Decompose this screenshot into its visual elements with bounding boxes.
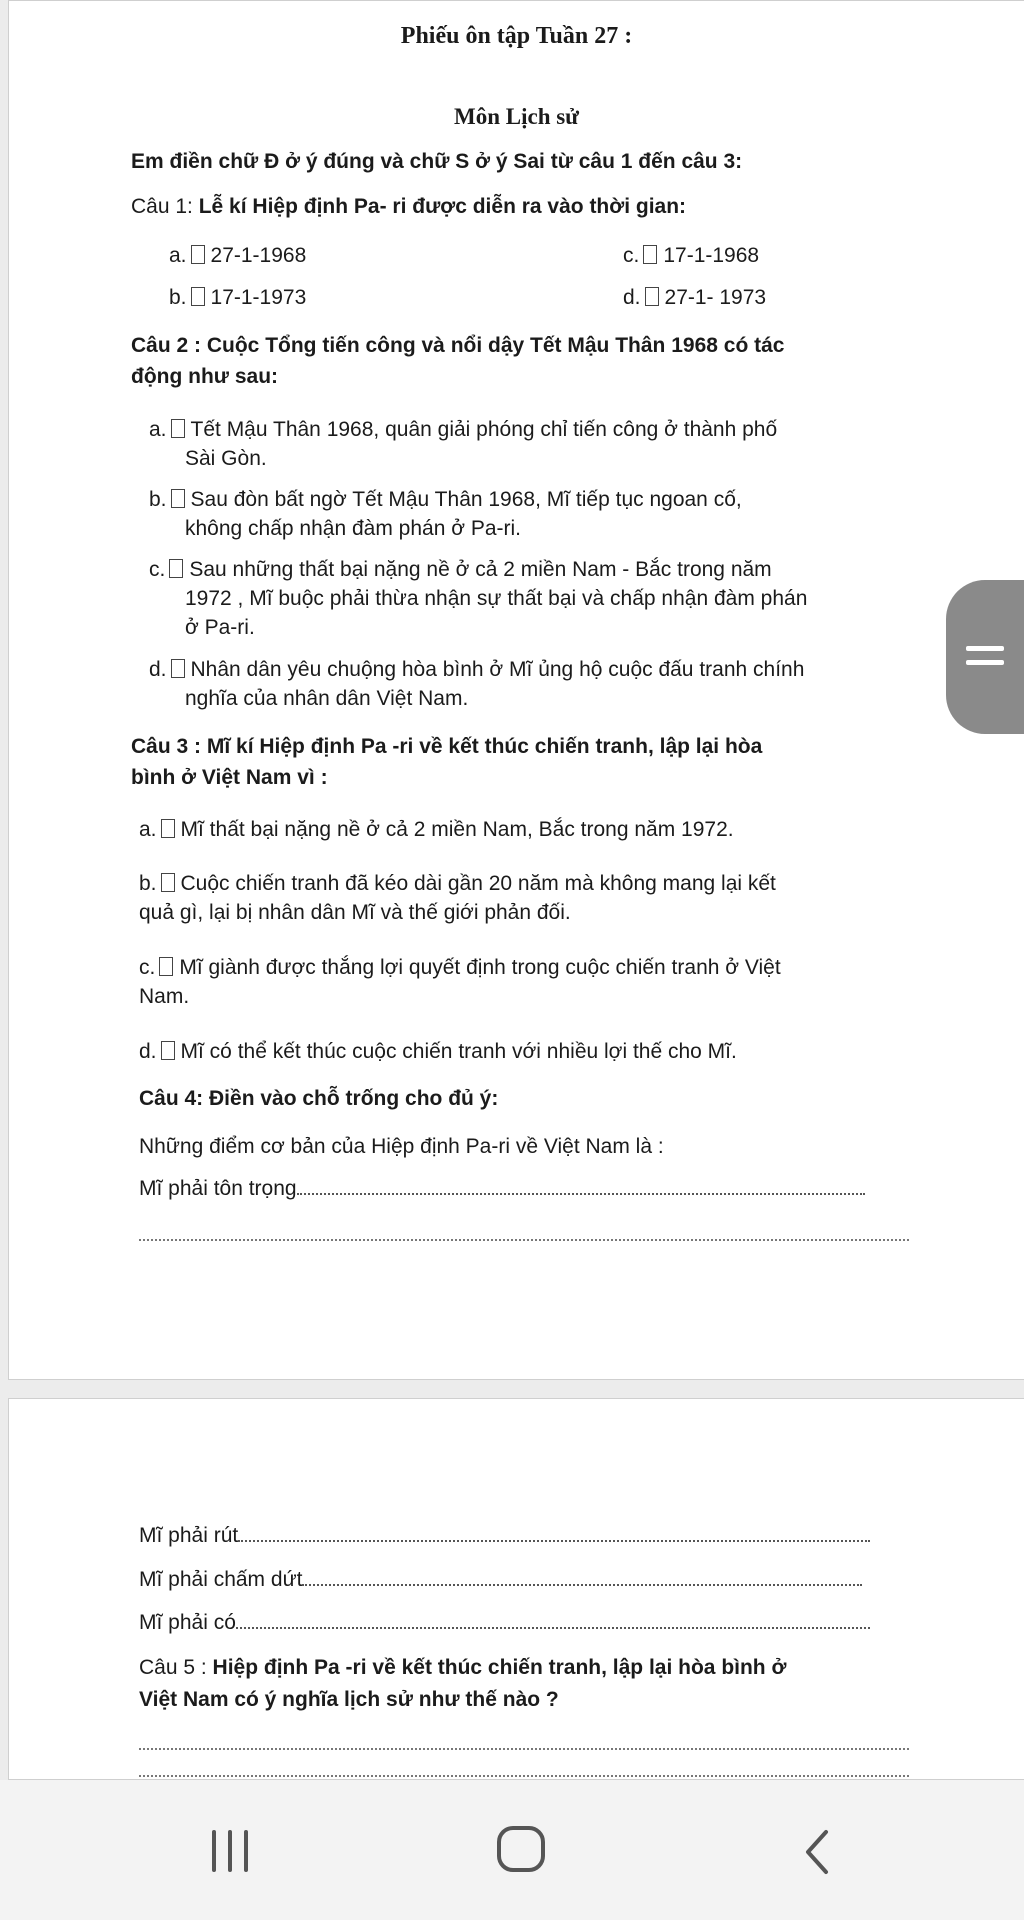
grip-line: [966, 646, 1004, 651]
checkbox[interactable]: [191, 245, 205, 264]
q3-option-b[interactable]: [139, 869, 929, 927]
fill-blank[interactable]: [297, 1192, 865, 1195]
q2-question-line1: [131, 331, 784, 360]
option-letter: b.: [169, 286, 187, 309]
checkbox[interactable]: [171, 419, 185, 438]
option-text: Tết Mậu Thân 1968, quân giải phóng chỉ tiến công ở thành phố: [190, 418, 778, 441]
option-text-cont: không chấp nhận đàm phán ở Pa-ri.: [185, 517, 521, 540]
q3-text: Mĩ kí Hiệp định Pa -ri về kết thúc chiến tranh, lập lại hòa: [206, 735, 763, 758]
option-letter: b.: [139, 872, 157, 895]
q1-option-b[interactable]: [169, 286, 306, 310]
q4-title: Câu 4: Điền vào chỗ trống cho đủ ý:: [139, 1087, 499, 1110]
fill-blank[interactable]: [238, 1539, 870, 1542]
checkbox[interactable]: [169, 559, 183, 578]
doc-title: Phiếu ôn tập Tuần 27 :: [400, 23, 633, 49]
option-text: Sau những thất bại nặng nề ở cả 2 miền Nam - Bắc trong năm: [189, 558, 772, 581]
fill-label: Mĩ phải tôn trọng: [139, 1177, 297, 1200]
option-letter: a.: [149, 418, 167, 441]
option-text: Sau đòn bất ngờ Tết Mậu Thân 1968, Mĩ tiếp tục ngoan cố,: [190, 488, 742, 511]
option-letter: b.: [149, 488, 167, 511]
option-text-cont: Nam.: [139, 985, 190, 1008]
q4-line1: [139, 1174, 865, 1203]
q2-option-a[interactable]: [149, 415, 929, 473]
option-text: Mĩ thất bại nặng nề ở cả 2 miền Nam, Bắc trong năm 1972.: [180, 818, 734, 841]
q5-question-line1: [139, 1653, 786, 1682]
q3-option-a[interactable]: [139, 815, 929, 844]
system-navigation-bar: [0, 1780, 1024, 1920]
doc-subject: Môn Lịch sử: [454, 104, 579, 129]
checkbox[interactable]: [161, 819, 175, 838]
q4-line2: [139, 1521, 870, 1550]
q2-question-line2: động như sau:: [131, 365, 279, 388]
fill-blank[interactable]: [302, 1583, 862, 1586]
q3-question-line2: bình ở Việt Nam vì :: [131, 766, 328, 789]
checkbox[interactable]: [645, 287, 659, 306]
option-text: 17-1-1968: [663, 244, 760, 267]
q2-option-c[interactable]: [149, 555, 929, 642]
recent-apps-icon[interactable]: [210, 1830, 250, 1872]
fill-blank-line[interactable]: [139, 1239, 909, 1241]
checkbox[interactable]: [171, 659, 185, 678]
answer-line[interactable]: [139, 1775, 909, 1777]
option-text-cont: Sài Gòn.: [185, 447, 267, 470]
fill-label: Mĩ phải có: [139, 1611, 236, 1634]
q1-prefix: Câu 1:: [131, 195, 199, 218]
checkbox[interactable]: [171, 489, 185, 508]
checkbox[interactable]: [643, 245, 657, 264]
q1-text: Lễ kí Hiệp định Pa- ri được diễn ra vào thời gian:: [198, 195, 687, 218]
q3-option-c[interactable]: [139, 953, 929, 1011]
q2-option-d[interactable]: [149, 655, 929, 713]
option-text: 17-1-1973: [210, 286, 307, 309]
option-text-cont: 1972 , Mĩ buộc phải thừa nhận sự thất bại và chấp nhận đàm phán: [185, 587, 808, 610]
q2-prefix: Câu 2 :: [131, 334, 207, 357]
fill-label: Mĩ phải rút: [139, 1524, 239, 1547]
q3-question-line1: [131, 732, 762, 761]
grip-line: [966, 660, 1004, 665]
q3-prefix: Câu 3 :: [131, 735, 207, 758]
answer-line[interactable]: [139, 1748, 909, 1750]
option-letter: c.: [623, 244, 640, 267]
fast-scroll-handle[interactable]: [946, 580, 1024, 734]
q4-intro: Những điểm cơ bản của Hiệp định Pa-ri về Việt Nam là :: [139, 1135, 664, 1158]
q5-text: Hiệp định Pa -ri về kết thúc chiến tranh, lập lại hòa bình ở: [212, 1656, 787, 1679]
q5-question-line2: Việt Nam có ý nghĩa lịch sử như thế nào ?: [139, 1688, 559, 1711]
document-page-1: [8, 0, 1024, 1380]
option-text: Mĩ có thể kết thúc cuộc chiến tranh với nhiều lợi thế cho Mĩ.: [180, 1040, 737, 1063]
option-letter: c.: [149, 558, 166, 581]
option-letter: a.: [169, 244, 187, 267]
option-letter: d.: [149, 658, 167, 681]
document-page-2: [8, 1398, 1024, 1780]
option-text-cont: quả gì, lại bị nhân dân Mĩ và thế giới phản đối.: [139, 901, 571, 924]
fill-blank[interactable]: [236, 1626, 870, 1629]
checkbox[interactable]: [161, 873, 175, 892]
q5-prefix: Câu 5 :: [139, 1656, 213, 1679]
q2-text: Cuộc Tổng tiến công và nổi dậy Tết Mậu Thân 1968 có tác: [206, 334, 785, 357]
option-letter: a.: [139, 818, 157, 841]
q1-option-c[interactable]: [623, 244, 759, 268]
option-letter: d.: [139, 1040, 157, 1063]
q3-option-d[interactable]: [139, 1037, 929, 1066]
checkbox[interactable]: [161, 1041, 175, 1060]
checkbox[interactable]: [159, 957, 173, 976]
instruction: Em điền chữ Đ ở ý đúng và chữ S ở ý Sai từ câu 1 đến câu 3:: [131, 150, 743, 173]
option-letter: c.: [139, 956, 156, 979]
q2-option-b[interactable]: [149, 485, 929, 543]
q4-line4: [139, 1608, 870, 1637]
q1-option-d[interactable]: [623, 286, 766, 310]
back-icon[interactable]: [800, 1826, 840, 1878]
fill-label: Mĩ phải chấm dứt: [139, 1568, 303, 1591]
option-letter: d.: [623, 286, 641, 309]
option-text: Nhân dân yêu chuộng hòa bình ở Mĩ ủng hộ cuộc đấu tranh chính: [190, 658, 805, 681]
checkbox[interactable]: [191, 287, 205, 306]
option-text: Cuộc chiến tranh đã kéo dài gần 20 năm mà không mang lại kết: [180, 872, 776, 895]
q4-line3: [139, 1565, 862, 1594]
q1-question: [131, 192, 686, 221]
home-icon[interactable]: [497, 1826, 545, 1872]
option-text-cont: ở Pa-ri.: [185, 616, 255, 639]
option-text-cont: nghĩa của nhân dân Việt Nam.: [185, 687, 469, 710]
option-text: Mĩ giành được thắng lợi quyết định trong cuộc chiến tranh ở Việt: [179, 956, 781, 979]
q1-option-a[interactable]: [169, 244, 306, 268]
option-text: 27-1-1968: [210, 244, 307, 267]
option-text: 27-1- 1973: [664, 286, 767, 309]
